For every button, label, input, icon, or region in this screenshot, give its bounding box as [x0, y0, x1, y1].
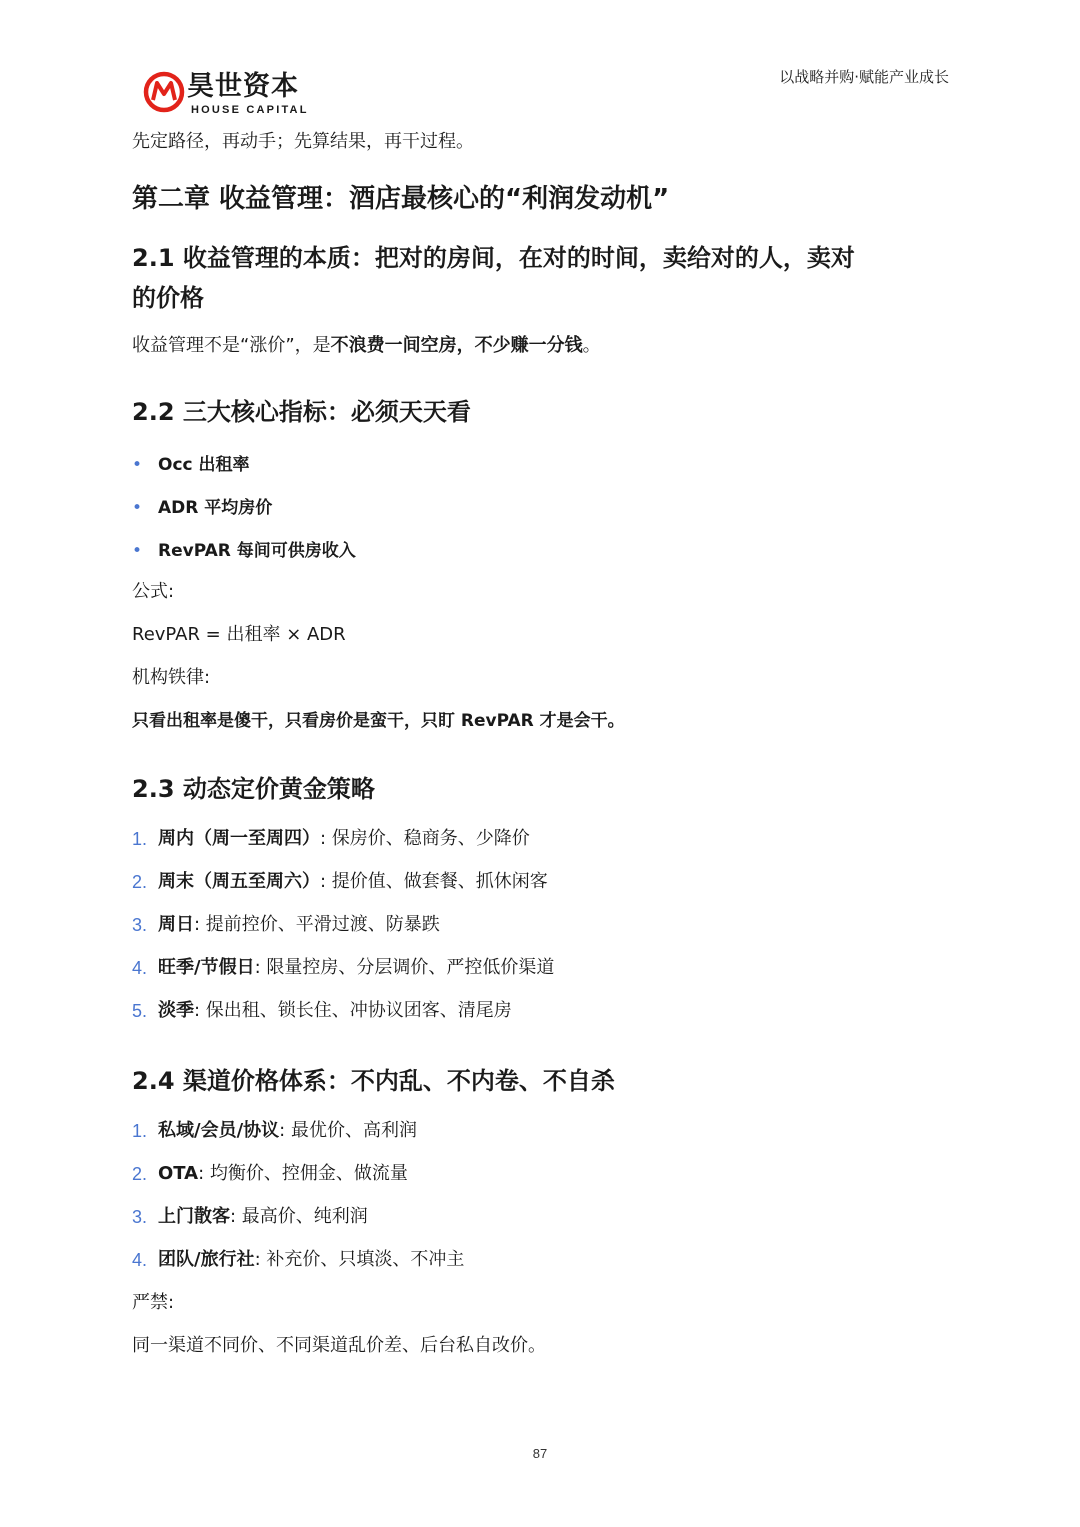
- section-2-1-text: [132, 332, 952, 360]
- list-item: [132, 452, 952, 479]
- list-item: [132, 911, 952, 939]
- rule-label: 机构铁律:: [132, 667, 211, 688]
- list-item: [132, 868, 952, 896]
- logo-english-name: HOUSE CAPITAL: [191, 104, 309, 116]
- pricing-strategy-list: [132, 825, 952, 1025]
- list-item: [132, 1246, 952, 1274]
- intro-text: 先定路径，再动手；先算结果，再干过程。: [132, 131, 474, 152]
- item-title: 周内（周一至周四）: [158, 828, 320, 849]
- bullet-icon: •: [132, 541, 143, 561]
- item-title: 上门散客: [158, 1206, 230, 1227]
- item-text: : 最高价、纯利润: [230, 1206, 368, 1227]
- list-number: 1.: [132, 829, 148, 849]
- list-number: 4.: [132, 958, 148, 978]
- bullet-icon: •: [132, 455, 143, 475]
- document-body: [132, 128, 952, 1360]
- section-2-1-title-line2: 的价格: [132, 284, 204, 312]
- item-text: : 补充价、只填淡、不冲主: [254, 1249, 465, 1270]
- rule-text: 只看出租率是傻干，只看房价是蛮干，只盯 RevPAR 才是会干。: [132, 711, 625, 731]
- item-text: : 最优价、高利润: [279, 1120, 417, 1141]
- ban-text: 同一渠道不同价、不同渠道乱价差、后台私自改价。: [132, 1335, 546, 1356]
- company-logo: [143, 70, 343, 118]
- metric-label: ADR 平均房价: [158, 498, 273, 518]
- list-item: [132, 1160, 952, 1188]
- list-item: [132, 997, 952, 1025]
- section-2-1-title-line1: 2.1 收益管理的本质：把对的房间，在对的时间，卖给对的人，卖对: [132, 244, 855, 272]
- bullet-icon: •: [132, 498, 143, 518]
- list-item: [132, 538, 952, 565]
- item-title: 团队/旅行社: [158, 1249, 255, 1270]
- section-2-2-title: 2.2 三大核心指标：必须天天看: [132, 398, 471, 426]
- section-2-1-text-a: 收益管理不是“涨价”，是: [132, 335, 331, 356]
- section-2-3-title: 2.3 动态定价黄金策略: [132, 775, 375, 803]
- list-item: [132, 825, 952, 853]
- item-title: 私域/会员/协议: [158, 1120, 280, 1141]
- item-title: 周日: [158, 914, 194, 935]
- list-number: 4.: [132, 1250, 148, 1270]
- item-text: : 提前控价、平滑过渡、防暴跌: [194, 914, 440, 935]
- metric-label: RevPAR 每间可供房收入: [158, 541, 356, 561]
- metric-label: Occ 出租率: [158, 455, 250, 475]
- formula-text: RevPAR = 出租率 × ADR: [132, 624, 346, 645]
- section-2-4-title: 2.4 渠道价格体系：不内乱、不内卷、不自杀: [132, 1067, 615, 1095]
- core-metrics-list: [132, 452, 952, 565]
- house-capital-logo-icon: [143, 70, 185, 114]
- section-2-1-title: [132, 238, 952, 318]
- item-title: 周末（周五至周六）: [158, 871, 320, 892]
- section-2-1-text-bold: 不浪费一间空房，不少赚一分钱: [330, 335, 583, 356]
- list-item: [132, 1117, 952, 1145]
- list-number: 2.: [132, 1164, 148, 1184]
- item-text: : 限量控房、分层调价、严控低价渠道: [254, 957, 555, 978]
- list-number: 5.: [132, 1001, 148, 1021]
- page-number: 87: [532, 1446, 548, 1461]
- header-slogan: 以战略并购·赋能产业成长: [779, 68, 949, 86]
- item-text: : 均衡价、控佣金、做流量: [198, 1163, 408, 1184]
- formula-label: 公式:: [132, 581, 175, 602]
- item-text: : 保房价、稳商务、少降价: [320, 828, 530, 849]
- item-text: : 保出租、锁长住、冲协议团客、清尾房: [194, 1000, 512, 1021]
- item-title: OTA: [158, 1163, 199, 1184]
- item-title: 旺季/节假日: [158, 957, 255, 978]
- item-title: 淡季: [158, 1000, 194, 1021]
- logo-chinese-name: 昊世资本: [187, 71, 299, 102]
- list-number: 3.: [132, 915, 148, 935]
- item-text: : 提价值、做套餐、抓休闲客: [320, 871, 548, 892]
- list-number: 2.: [132, 872, 148, 892]
- list-number: 3.: [132, 1207, 148, 1227]
- channel-pricing-list: [132, 1117, 952, 1274]
- list-number: 1.: [132, 1121, 148, 1141]
- list-item: [132, 495, 952, 522]
- chapter-title: 第二章 收益管理：酒店最核心的“利润发动机”: [132, 184, 670, 214]
- ban-label: 严禁:: [132, 1292, 175, 1313]
- list-item: [132, 1203, 952, 1231]
- list-item: [132, 954, 952, 982]
- section-2-1-text-c: 。: [582, 335, 601, 356]
